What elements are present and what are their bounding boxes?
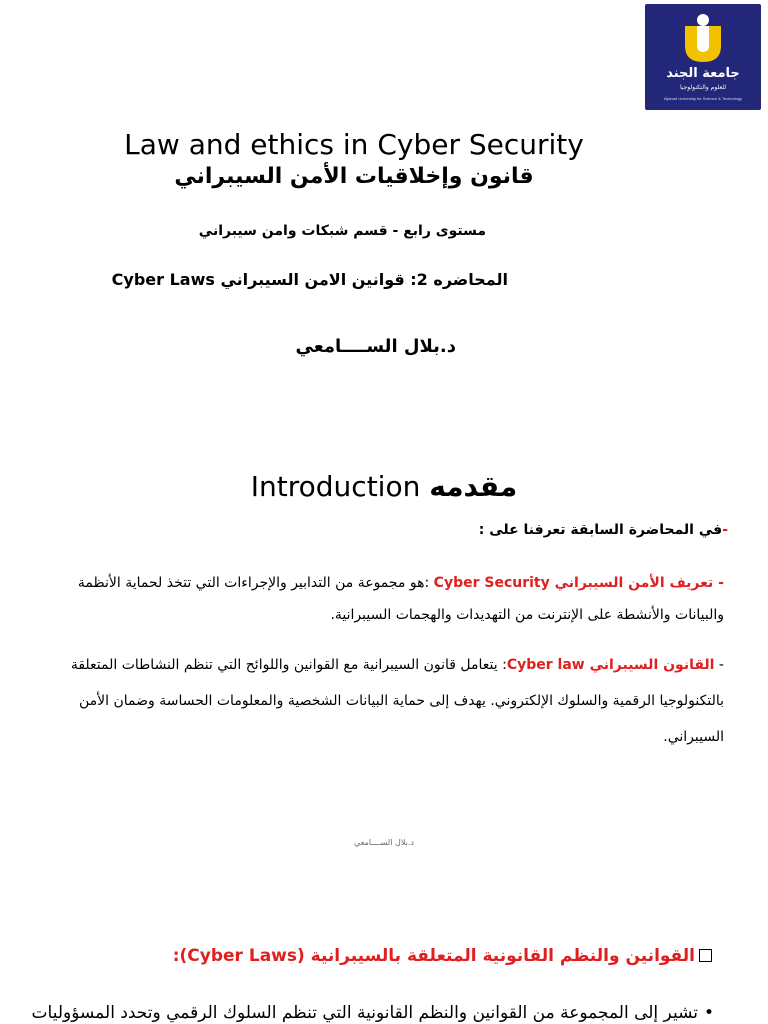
- intro-heading-arabic: مقدمه: [429, 470, 518, 503]
- definition-dash-law: -: [714, 657, 724, 673]
- section-heading-text: القوانين والنظم القانونية المتعلقة بالسيبرانية (Cyber Laws):: [172, 946, 695, 966]
- intro-heading: [0, 470, 768, 503]
- bullet-item: [14, 1003, 714, 1023]
- definition-cyber-security: [44, 567, 724, 631]
- bullet-text: تشير إلى المجموعة من القوانين والنظم القانونية التي تنظم السلوك الرقمي وتحدد المسؤوليات: [31, 1003, 698, 1023]
- logo-subtitle-en: Aljanad University for Science & Technology: [663, 96, 743, 101]
- definition-cyber-law: [24, 647, 724, 755]
- definition-text-law: : يتعامل قانون السيبرانية مع القوانين واللوائح التي تنظم النشاطات المتعلقة بالتكنولوجيا الرقمية والسلوك الإلكتروني. يهدف إلى حماية البيانات الشخصية والمعلومات الحساسة وضمان الأمن السيبراني.: [70, 657, 724, 745]
- definition-term-security: - تعريف الأمن السيبراني Cyber Security: [433, 575, 724, 591]
- definition-text-security: :هو مجموعة من التدابير والإجراءات التي تتخذ لحماية الأنظمة والبيانات والأنشطة على الإنترنت من التهديدات والهجمات السيبرانية.: [77, 575, 724, 623]
- logo-subtitle: للعلوم والتكنولوجيا: [679, 84, 727, 91]
- lecturer-name: د.بلال الســــامعي: [295, 336, 456, 357]
- intro-heading-english: Introduction: [250, 470, 421, 503]
- definition-term-law: القانون السيبراني Cyber law: [506, 657, 715, 673]
- course-level: مستوى رابع - قسم شبكات وامن سيبراني: [198, 223, 486, 239]
- previous-dash: -: [722, 522, 728, 538]
- title-english: Law and ethics in Cyber Security: [124, 128, 584, 161]
- previous-lecture-text: في المحاضرة السابقة تعرفنا على :: [478, 522, 723, 538]
- logo-name: جامعة الجند: [666, 66, 740, 81]
- university-logo: [645, 4, 761, 110]
- lecture-title: المحاضره 2: قوانين الامن السيبراني Cyber Laws: [111, 270, 508, 289]
- title-arabic: قانون وإخلاقيات الأمن السيبراني: [174, 164, 534, 189]
- bullet-dot-icon: •: [703, 1003, 714, 1023]
- checkbox-bullet-icon: [699, 949, 712, 962]
- page-footer: د.بلال الســــامعي: [354, 838, 414, 847]
- university-emblem-icon: [681, 12, 725, 64]
- previous-lecture-line: [479, 522, 728, 538]
- section-heading: [173, 946, 712, 966]
